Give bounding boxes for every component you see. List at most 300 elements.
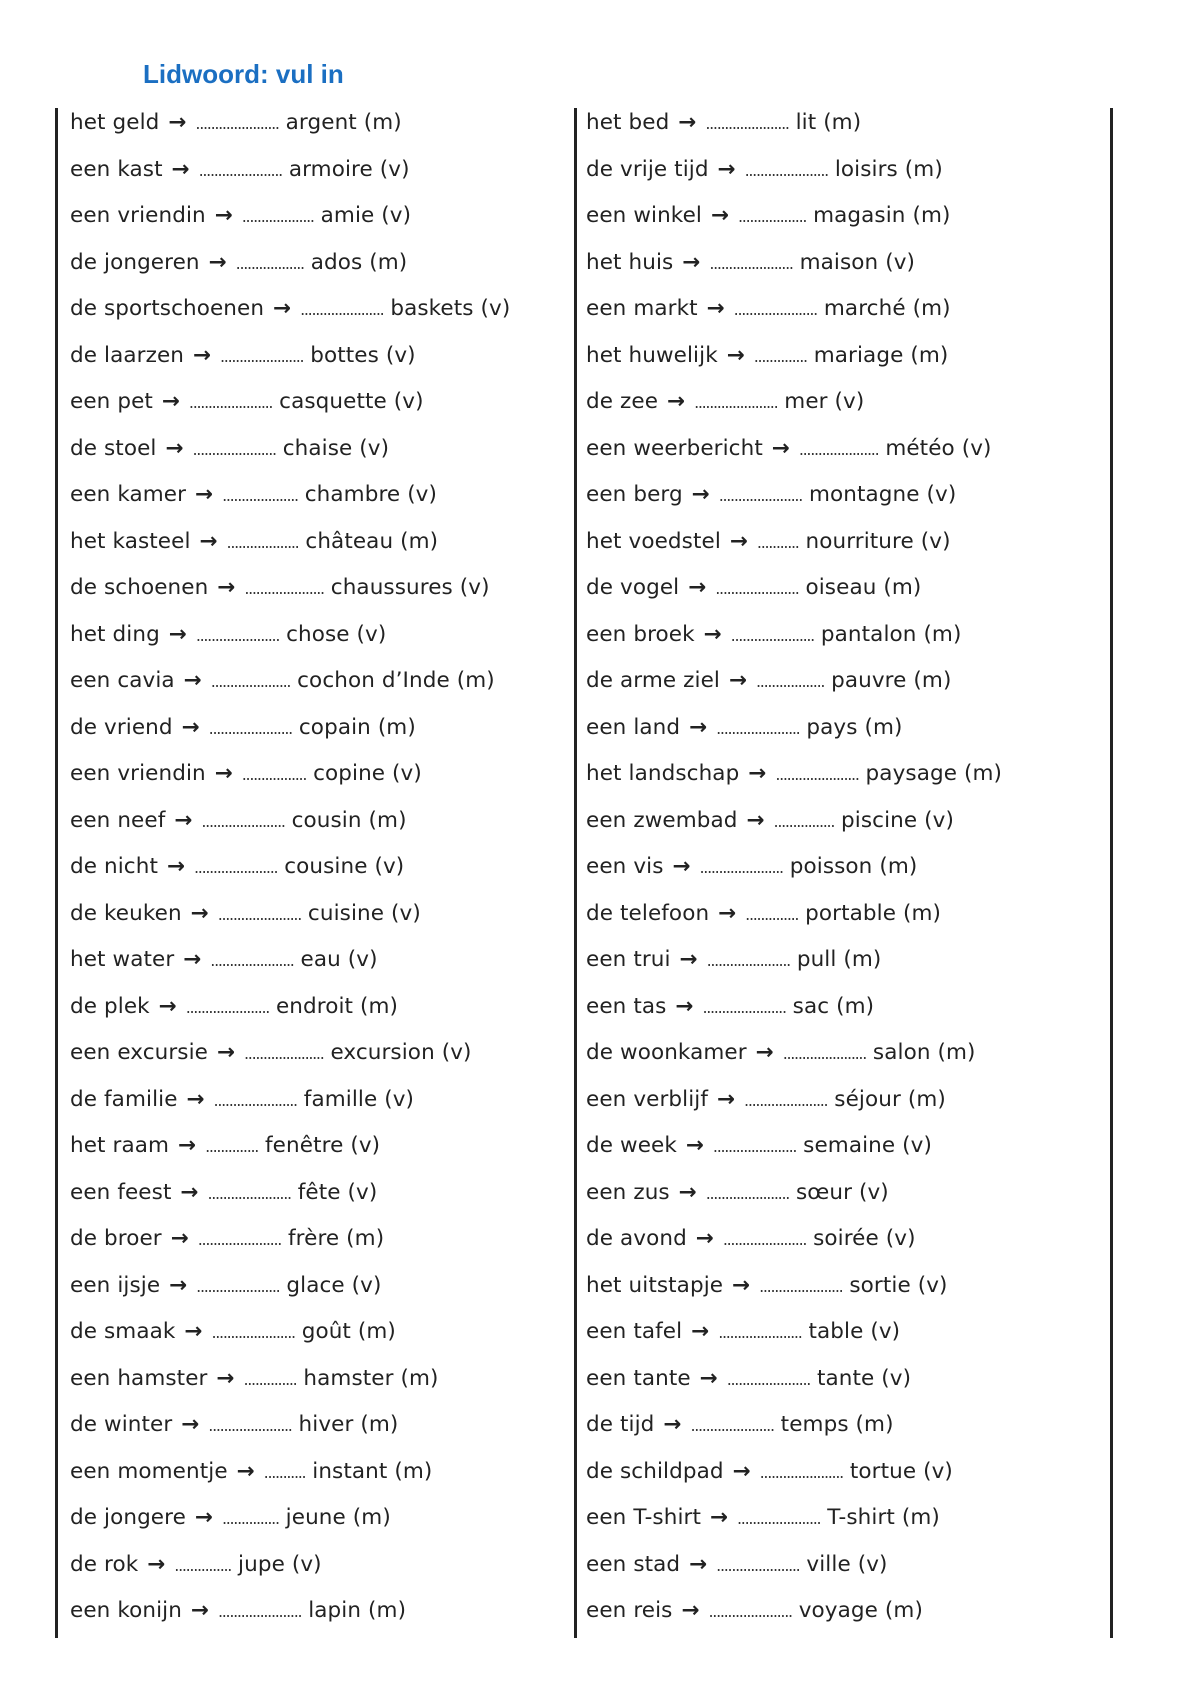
vocab-row	[70, 341, 574, 388]
french-word: excursion (v)	[330, 1040, 472, 1065]
blank-fill-line[interactable]: ......................	[699, 858, 783, 877]
dutch-word: een vis	[586, 854, 664, 879]
dutch-word: een kast	[70, 156, 163, 182]
arrow-right-icon: →	[181, 1412, 200, 1437]
arrow-right-icon: →	[732, 1458, 751, 1484]
french-word: loisirs (m)	[834, 156, 943, 182]
dutch-word: een cavia	[70, 668, 175, 693]
french-word: lit (m)	[795, 110, 862, 135]
vocab-row	[586, 1131, 1110, 1178]
vocab-row	[586, 341, 1110, 388]
dutch-word: een zwembad	[586, 807, 738, 833]
french-word: lapin (m)	[308, 1598, 407, 1623]
blank-fill-line[interactable]: ................	[773, 811, 835, 831]
vocab-row	[586, 1178, 1110, 1225]
dutch-word: een weerbericht	[586, 435, 763, 461]
vocab-row	[70, 945, 574, 992]
vocab-row	[586, 201, 1110, 248]
french-word: soirée (v)	[813, 1226, 916, 1251]
blank-fill-line[interactable]: ......................	[722, 1230, 807, 1249]
arrow-right-icon: →	[190, 1598, 210, 1623]
blank-fill-line[interactable]: ......................	[197, 1230, 282, 1249]
dutch-word: het landschap	[586, 761, 740, 786]
arrow-right-icon: →	[178, 1133, 197, 1158]
dutch-word: een vriendin	[70, 203, 206, 228]
dutch-word: de vogel	[586, 575, 680, 600]
french-word: cochon d’Inde (m)	[297, 668, 495, 693]
blank-fill-line[interactable]: ......................	[744, 160, 828, 180]
blank-fill-line[interactable]: ......................	[213, 1090, 297, 1110]
vocab-row	[586, 1596, 1110, 1643]
vocab-row	[70, 713, 574, 760]
french-word: T-shirt (m)	[827, 1505, 940, 1530]
dutch-word: de tijd	[586, 1412, 655, 1437]
blank-fill-line[interactable]: ..............	[243, 1369, 297, 1389]
blank-fill-line[interactable]: ......................	[705, 114, 789, 133]
arrow-right-icon: →	[663, 1412, 682, 1437]
dutch-word: het bed	[586, 110, 670, 135]
arrow-right-icon: →	[181, 714, 200, 740]
blank-fill-line[interactable]: ......................	[726, 1369, 811, 1389]
arrow-right-icon: →	[755, 1040, 774, 1065]
arrow-right-icon: →	[746, 807, 765, 833]
vocab-row	[586, 1364, 1110, 1411]
dutch-word: een pet	[70, 389, 153, 414]
dutch-word: het huis	[586, 249, 674, 275]
french-word: cousin (m)	[291, 807, 407, 833]
blank-fill-line[interactable]: ...........	[263, 1462, 306, 1482]
dutch-word: een kamer	[70, 482, 187, 507]
arrow-right-icon: →	[169, 1272, 188, 1298]
blank-fill-line[interactable]: ......................	[744, 1090, 828, 1110]
arrow-right-icon: →	[689, 1551, 708, 1577]
blank-fill-line[interactable]: ......................	[208, 718, 292, 738]
dutch-word: het ding	[70, 621, 160, 647]
vocab-row	[586, 1410, 1110, 1457]
french-word: oiseau (m)	[805, 575, 922, 600]
vocab-row	[586, 759, 1110, 806]
blank-fill-line[interactable]: ..............	[745, 904, 799, 924]
french-word: chambre (v)	[304, 482, 437, 507]
french-word: hiver (m)	[298, 1412, 399, 1437]
vocab-row	[70, 666, 574, 713]
arrow-right-icon: →	[192, 342, 212, 368]
vocab-row	[70, 1085, 574, 1132]
french-word: sac (m)	[792, 993, 875, 1019]
dutch-word: de jongere	[70, 1505, 186, 1530]
french-word: mer (v)	[784, 389, 865, 414]
arrow-right-icon: →	[710, 203, 730, 228]
arrow-right-icon: →	[695, 1226, 714, 1251]
blank-fill-line[interactable]: ...............	[221, 1509, 279, 1528]
arrow-right-icon: →	[732, 1272, 751, 1298]
vocab-row	[586, 1317, 1110, 1364]
dutch-word: een tas	[586, 993, 667, 1019]
vocab-row	[70, 1317, 574, 1364]
french-word: magasin (m)	[813, 203, 951, 228]
blank-fill-line[interactable]: ......................	[217, 904, 301, 924]
blank-fill-line[interactable]: ......................	[195, 625, 280, 645]
vocab-row	[586, 899, 1110, 946]
vocab-row	[70, 1224, 574, 1271]
vocab-row	[586, 434, 1110, 481]
vocab-row	[70, 620, 574, 667]
dutch-word: een stad	[586, 1551, 681, 1577]
dutch-word: een excursie	[70, 1040, 208, 1065]
blank-fill-line[interactable]: ......................	[718, 1323, 802, 1342]
blank-fill-line[interactable]: ..................	[756, 672, 825, 691]
arrow-right-icon: →	[681, 1598, 700, 1623]
blank-fill-line[interactable]: ......................	[733, 300, 817, 319]
blank-fill-line[interactable]: ....................	[222, 486, 298, 505]
arrow-right-icon: →	[174, 807, 193, 833]
vocab-row	[586, 620, 1110, 667]
blank-fill-line[interactable]: ......................	[705, 1183, 790, 1203]
french-word: amie (v)	[320, 203, 412, 228]
french-word: sortie (v)	[849, 1272, 948, 1298]
french-word: mariage (m)	[813, 342, 949, 368]
french-word: pantalon (m)	[820, 621, 962, 647]
blank-fill-line[interactable]: ......................	[694, 393, 778, 412]
vocab-row	[70, 852, 574, 899]
arrow-right-icon: →	[685, 1133, 704, 1158]
arrow-right-icon: →	[717, 156, 736, 182]
vocab-row	[70, 155, 574, 202]
vocab-row	[70, 248, 574, 295]
french-word: séjour (m)	[834, 1086, 946, 1112]
vocab-row	[586, 806, 1110, 853]
french-word: montagne (v)	[808, 482, 957, 507]
french-word: copain (m)	[298, 714, 416, 740]
arrow-right-icon: →	[771, 435, 790, 461]
vocab-row	[70, 806, 574, 853]
vocab-row	[70, 759, 574, 806]
blank-fill-line[interactable]: .....................	[798, 439, 879, 459]
vocab-row	[586, 1271, 1110, 1318]
right-column	[577, 108, 1113, 1638]
arrow-right-icon: →	[214, 203, 233, 228]
blank-fill-line[interactable]: .....................	[244, 1044, 324, 1063]
arrow-right-icon: →	[165, 435, 184, 461]
blank-fill-line[interactable]: ...................	[226, 532, 299, 552]
vocab-row	[586, 1550, 1110, 1597]
french-word: pays (m)	[806, 714, 903, 740]
french-word: copine (v)	[313, 761, 422, 786]
arrow-right-icon: →	[184, 1319, 203, 1344]
arrow-right-icon: →	[170, 1226, 189, 1251]
blank-fill-line[interactable]: ..............	[753, 346, 807, 366]
french-word: voyage (m)	[798, 1598, 923, 1623]
dutch-word: de avond	[586, 1226, 687, 1251]
arrow-right-icon: →	[273, 296, 292, 321]
arrow-right-icon: →	[667, 389, 686, 414]
arrow-right-icon: →	[168, 110, 187, 135]
french-word: glace (v)	[286, 1272, 382, 1298]
french-word: nourriture (v)	[805, 528, 951, 554]
vocab-row	[70, 1457, 574, 1504]
page-title: Lidwoord: vul in	[143, 59, 344, 89]
french-word: semaine (v)	[803, 1133, 932, 1158]
french-word: baskets (v)	[390, 296, 511, 321]
dutch-word: de keuken	[70, 900, 182, 926]
vocab-row	[586, 992, 1110, 1039]
dutch-word: de vrije tijd	[586, 156, 709, 182]
vocab-row	[70, 1596, 574, 1643]
dutch-word: de schoenen	[70, 575, 209, 600]
blank-fill-line[interactable]: ......................	[207, 1183, 291, 1203]
blank-fill-line[interactable]: ......................	[715, 579, 799, 598]
arrow-right-icon: →	[214, 761, 233, 786]
french-word: chose (v)	[286, 621, 387, 647]
dutch-word: een berg	[586, 482, 683, 507]
blank-fill-line[interactable]: ......................	[759, 1462, 843, 1482]
arrow-right-icon: →	[183, 668, 202, 693]
blank-fill-line[interactable]: ...............	[174, 1555, 232, 1575]
blank-fill-line[interactable]: ..............	[205, 1137, 259, 1156]
blank-fill-line[interactable]: ......................	[192, 439, 276, 459]
arrow-right-icon: →	[688, 575, 707, 600]
dutch-word: een verblijf	[586, 1086, 709, 1112]
vocab-row	[70, 201, 574, 248]
dutch-word: de jongeren	[70, 249, 200, 275]
vocab-row	[586, 1085, 1110, 1132]
blank-fill-line[interactable]: ......................	[217, 1602, 302, 1621]
dutch-word: de arme ziel	[586, 668, 721, 693]
blank-fill-line[interactable]: ......................	[706, 951, 790, 970]
blank-fill-line[interactable]: ..................	[738, 207, 807, 226]
blank-fill-line[interactable]: ......................	[716, 718, 800, 738]
french-word: tante (v)	[816, 1365, 912, 1391]
dutch-word: het raam	[70, 1133, 170, 1158]
dutch-word: een tafel	[586, 1319, 683, 1344]
french-word: eau (v)	[300, 947, 378, 972]
blank-fill-line[interactable]: .................	[241, 765, 307, 784]
dutch-word: de familie	[70, 1086, 178, 1112]
dutch-word: een broek	[586, 621, 695, 647]
french-word: ados (m)	[310, 249, 408, 275]
vocab-row	[586, 155, 1110, 202]
vocab-row	[70, 1131, 574, 1178]
vocab-row	[70, 294, 574, 341]
dutch-word: de sportschoenen	[70, 296, 265, 321]
blank-fill-line[interactable]: ......................	[195, 114, 279, 133]
vocab-row	[70, 1503, 574, 1550]
arrow-right-icon: →	[679, 947, 698, 972]
blank-fill-line[interactable]: ......................	[208, 1416, 292, 1435]
french-word: ville (v)	[806, 1551, 888, 1577]
blank-fill-line[interactable]: .....................	[210, 672, 291, 691]
arrow-right-icon: →	[729, 528, 748, 554]
french-word: endroit (m)	[275, 993, 399, 1019]
vocab-row	[586, 108, 1110, 155]
french-word: jeune (m)	[285, 1505, 391, 1530]
blank-fill-line[interactable]: ......................	[702, 997, 786, 1017]
arrow-right-icon: →	[199, 528, 218, 554]
vocab-row	[586, 713, 1110, 760]
dutch-word: de winter	[70, 1412, 173, 1437]
arrow-right-icon: →	[217, 575, 236, 600]
vocab-row	[70, 527, 574, 574]
dutch-word: een winkel	[586, 203, 702, 228]
blank-fill-line[interactable]: ......................	[210, 951, 294, 970]
french-word: cuisine (v)	[307, 900, 421, 926]
dutch-word: het uitstapje	[586, 1272, 724, 1298]
blank-fill-line[interactable]: ......................	[198, 160, 282, 180]
french-word: chaise (v)	[282, 435, 390, 461]
dutch-word: de nicht	[70, 854, 158, 879]
blank-fill-line[interactable]: ..................	[235, 253, 304, 273]
arrow-right-icon: →	[709, 1505, 729, 1530]
dutch-word: de laarzen	[70, 342, 185, 368]
arrow-right-icon: →	[699, 1365, 718, 1391]
vocab-row	[70, 480, 574, 527]
dutch-word: een zus	[586, 1179, 670, 1205]
blank-fill-line[interactable]: ......................	[775, 765, 859, 784]
vocab-row	[586, 1503, 1110, 1550]
arrow-right-icon: →	[689, 714, 708, 740]
dutch-word: een T-shirt	[586, 1505, 702, 1530]
french-word: instant (m)	[312, 1458, 433, 1484]
vocab-row	[70, 1178, 574, 1225]
dutch-word: de week	[586, 1133, 677, 1158]
blank-fill-line[interactable]: ......................	[712, 1137, 797, 1156]
french-word: pauvre (m)	[831, 668, 952, 693]
vocab-row	[586, 666, 1110, 713]
blank-fill-line[interactable]: ......................	[211, 1323, 295, 1342]
vocab-row	[70, 1038, 574, 1085]
dutch-word: een ijsje	[70, 1272, 161, 1298]
french-word: fenêtre (v)	[265, 1133, 381, 1158]
dutch-word: een feest	[70, 1179, 172, 1205]
french-word: tortue (v)	[849, 1458, 953, 1484]
blank-fill-line[interactable]: ......................	[690, 1416, 774, 1435]
blank-fill-line[interactable]: ......................	[716, 1555, 800, 1575]
arrow-right-icon: →	[682, 249, 701, 275]
dutch-word: de vriend	[70, 714, 173, 740]
arrow-right-icon: →	[194, 1505, 213, 1530]
blank-fill-line[interactable]: ......................	[194, 858, 278, 877]
french-word: pull (m)	[796, 947, 882, 972]
blank-fill-line[interactable]: ......................	[196, 1276, 280, 1296]
dutch-word: de plek	[70, 993, 150, 1019]
arrow-right-icon: →	[703, 621, 722, 647]
blank-fill-line[interactable]: ......................	[737, 1509, 821, 1528]
arrow-right-icon: →	[158, 993, 177, 1019]
arrow-right-icon: →	[166, 854, 186, 879]
blank-fill-line[interactable]: ......................	[185, 997, 270, 1017]
vocab-row	[586, 1457, 1110, 1504]
vocab-row	[70, 1364, 574, 1411]
dutch-word: een hamster	[70, 1365, 208, 1391]
arrow-right-icon: →	[147, 1551, 166, 1577]
vocab-row	[70, 108, 574, 155]
arrow-right-icon: →	[691, 482, 710, 507]
dutch-word: het water	[70, 947, 175, 972]
arrow-right-icon: →	[236, 1458, 255, 1484]
arrow-right-icon: →	[168, 621, 187, 647]
blank-fill-line[interactable]: ......................	[300, 300, 384, 319]
dutch-word: de stoel	[70, 435, 157, 461]
arrow-right-icon: →	[171, 156, 190, 182]
french-word: sœur (v)	[795, 1179, 889, 1205]
arrow-right-icon: →	[216, 1365, 235, 1391]
french-word: salon (m)	[872, 1040, 976, 1065]
blank-fill-line[interactable]: ......................	[709, 253, 793, 273]
blank-fill-line[interactable]: ......................	[220, 346, 304, 366]
vocab-row	[70, 573, 574, 620]
vocab-row	[70, 1550, 574, 1597]
arrow-right-icon: →	[180, 1179, 199, 1205]
dutch-word: het voedstel	[586, 528, 721, 554]
vocab-row	[586, 573, 1110, 620]
blank-fill-line[interactable]: ...................	[241, 207, 314, 226]
arrow-right-icon: →	[748, 761, 767, 786]
blank-fill-line[interactable]: ......................	[201, 811, 285, 831]
blank-fill-line[interactable]: ......................	[782, 1044, 866, 1063]
arrow-right-icon: →	[706, 296, 725, 321]
french-word: fête (v)	[297, 1179, 378, 1205]
french-word: paysage (m)	[865, 761, 1002, 786]
vocab-row	[70, 992, 574, 1039]
vocab-row	[70, 1410, 574, 1457]
arrow-right-icon: →	[728, 668, 748, 693]
vocab-row	[586, 527, 1110, 574]
french-word: casquette (v)	[279, 389, 424, 414]
vocab-row	[586, 1038, 1110, 1085]
french-word: argent (m)	[285, 110, 402, 135]
dutch-word: een reis	[586, 1598, 673, 1623]
vocab-row	[70, 387, 574, 434]
dutch-word: de smaak	[70, 1319, 176, 1344]
french-word: maison (v)	[799, 249, 916, 275]
blank-fill-line[interactable]: ......................	[718, 486, 802, 505]
french-word: chaussures (v)	[330, 575, 490, 600]
blank-fill-line[interactable]: .....................	[244, 579, 324, 598]
dutch-word: een markt	[586, 296, 698, 321]
blank-fill-line[interactable]: ......................	[188, 393, 273, 412]
arrow-right-icon: →	[716, 1086, 736, 1112]
french-word: cousine (v)	[284, 854, 405, 879]
french-word: piscine (v)	[841, 807, 954, 833]
vocab-row	[586, 387, 1110, 434]
arrow-right-icon: →	[726, 342, 745, 368]
french-word: portable (m)	[805, 900, 941, 926]
vocab-row	[70, 434, 574, 481]
dutch-word: een trui	[586, 947, 671, 972]
blank-fill-line[interactable]: ...........	[756, 532, 799, 552]
vocab-row	[70, 1271, 574, 1318]
dutch-word: een konijn	[70, 1598, 182, 1623]
french-word: goût (m)	[301, 1319, 396, 1344]
blank-fill-line[interactable]: ......................	[708, 1602, 792, 1621]
arrow-right-icon: →	[208, 249, 227, 275]
arrow-right-icon: →	[678, 110, 697, 135]
blank-fill-line[interactable]: ......................	[759, 1276, 843, 1296]
arrow-right-icon: →	[190, 900, 209, 926]
dutch-word: de schildpad	[586, 1458, 724, 1484]
french-word: château (m)	[305, 528, 439, 554]
french-word: temps (m)	[780, 1412, 894, 1437]
blank-fill-line[interactable]: ......................	[730, 625, 814, 645]
dutch-word: de broer	[70, 1226, 162, 1251]
arrow-right-icon: →	[161, 389, 180, 414]
french-word: famille (v)	[303, 1086, 415, 1112]
vocab-row	[586, 248, 1110, 295]
arrow-right-icon: →	[195, 482, 214, 507]
french-word: armoire (v)	[288, 156, 410, 182]
arrow-right-icon: →	[183, 947, 202, 972]
dutch-word: een land	[586, 714, 681, 740]
